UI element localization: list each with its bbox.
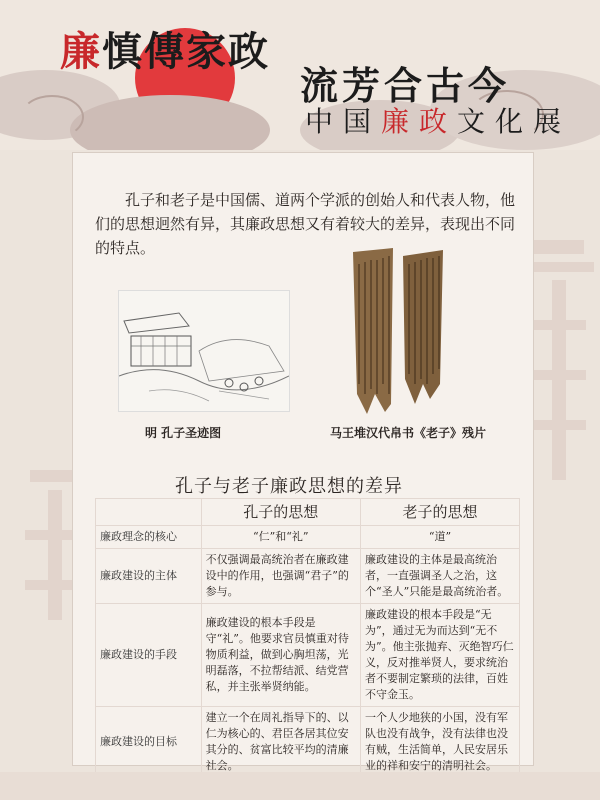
table-title: 孔子与老子廉政思想的差异	[175, 476, 403, 497]
seal-pattern-right	[524, 240, 594, 500]
bottom-strip	[0, 772, 600, 800]
subtitle-highlight: 廉政	[381, 105, 458, 138]
intro-paragraph: 孔子和老子是中国儒、道两个学派的创始人和代表人物，他们的思想迥然有异，其廉政思想又有着较大的差异，表现出不同的特点。	[95, 191, 516, 257]
cell-kongzi: “仁”和“礼”	[201, 526, 360, 549]
table-row	[96, 526, 520, 549]
cell-laozi: 一个人少地狭的小国，没有军队也没有战争，没有法律也没有贼，生活简单，人民安居乐业的祥和安宁的清明社会。	[361, 707, 520, 778]
subtitle-post: 文化展	[457, 105, 572, 138]
cell-kongzi: 不仅强调最高统治者在廉政建设中的作用，也强调“君子”的参与。	[201, 549, 360, 604]
main-title-right: 流芳合古今	[300, 63, 511, 108]
cell-laozi: 廉政建设的主体是最高统治者，一直强调圣人之治，这个“圣人”只能是最高统治者。	[361, 549, 520, 604]
comparison-table	[95, 498, 520, 778]
exhibition-subtitle	[305, 100, 571, 140]
row-label: 廉政建设的手段	[96, 604, 202, 707]
row-label: 廉政建设的目标	[96, 707, 202, 778]
cell-kongzi: 廉政建设的根本手段是守“礼”。他要求官员慎重对待物质利益，做到心胸坦荡，光明磊落，不拉帮结派、结党营私，并主张举贤纳能。	[201, 604, 360, 707]
header-empty	[96, 499, 202, 526]
row-label: 廉政理念的核心	[96, 526, 202, 549]
cell-laozi: “道”	[361, 526, 520, 549]
table-row	[96, 549, 520, 604]
table-header-row	[96, 499, 520, 526]
confucius-painting-image	[118, 290, 290, 412]
table-row	[96, 604, 520, 707]
caption-silk-manuscript: 马王堆汉代帛书《老子》残片	[330, 426, 487, 440]
header-kongzi: 孔子的思想	[201, 499, 360, 526]
table-row	[96, 707, 520, 778]
row-label: 廉政建设的主体	[96, 549, 202, 604]
caption-confucius-painting: 明 孔子圣迹图	[145, 426, 222, 440]
header-laozi: 老子的思想	[361, 499, 520, 526]
cell-laozi: 廉政建设的根本手段是“无为”，通过无为而达到“无不为”。他主张抛弃、灭绝智巧仁义，反对推举贤人，要求统治者不要制定繁琐的法律，百姓不守金玉。	[361, 604, 520, 707]
silk-manuscript-image	[345, 244, 450, 416]
subtitle-pre: 中国	[305, 105, 382, 138]
cloud-swirl	[20, 95, 84, 139]
main-title-left	[60, 20, 270, 77]
title-red-char: 廉	[60, 28, 102, 75]
header-banner	[0, 0, 600, 150]
cell-kongzi: 建立一个在周礼指导下的、以仁为核心的、君臣各居其位安其分的、贫富比较平均的清廉社会。	[201, 707, 360, 778]
title-left-rest: 慎傳家政	[102, 28, 270, 75]
